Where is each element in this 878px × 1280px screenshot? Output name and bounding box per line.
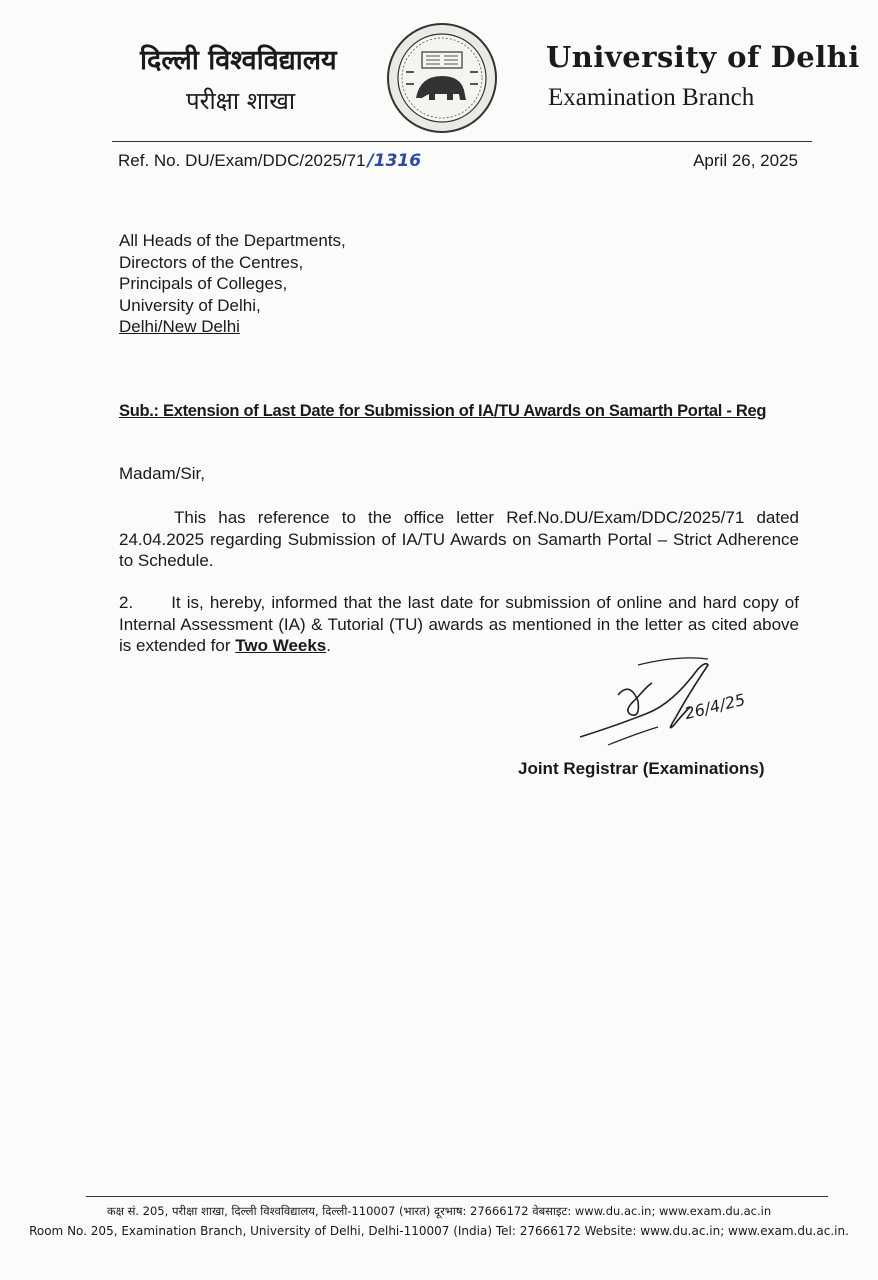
reference-text: Ref. No. DU/Exam/DDC/2025/71 [118,151,366,170]
reference-number [118,151,421,171]
english-title: University of Delhi [546,40,860,74]
hindi-title: दिल्ली विश्वविद्यालय [140,45,337,76]
english-subtitle: Examination Branch [548,84,755,111]
signatory-title: Joint Registrar (Examinations) [518,759,765,778]
paragraph-2-number: 2. [119,593,134,612]
recipient-address [119,230,346,338]
hindi-subtitle: परीक्षा शाखा [186,87,296,115]
university-seal-icon [386,22,498,134]
recipient-line: Directors of the Centres, [119,252,304,272]
paragraph-2 [119,592,799,657]
signature-date: 26/4/25 [682,689,748,724]
recipient-line: University of Delhi, [119,295,261,315]
signature [578,655,778,750]
duration-emphasis: Two Weeks [235,636,327,656]
signature-icon [578,655,778,750]
salutation: Madam/Sir, [119,464,205,483]
paragraph-2-end: . [326,636,331,656]
recipient-line: Delhi/New Delhi [119,317,240,337]
footer-english: Room No. 205, Examination Branch, University of Delhi, Delhi-110007 (India) Tel: 27666172 Website: www.du.ac.in; www.exam.du.ac.in. [29,1224,849,1238]
letter-date: April 26, 2025 [693,151,798,170]
recipient-line: Principals of Colleges, [119,274,288,294]
paragraph-2-text: It is, hereby, informed that the last date for submission of online and hard copy of Internal Assessment (IA) & Tutorial (TU) awards as mentioned in the letter as cited above is extended for [119,593,799,656]
subject-line: Sub.: Extension of Last Date for Submission of IA/TU Awards on Samarth Portal - Reg [119,402,767,420]
footer-hindi: कक्ष सं. 205, परीक्षा शाखा, दिल्ली विश्वविद्यालय, दिल्ली-110007 (भारत) दूरभाष: 27666172 वेबसाइट: www.du.ac.in; www.exam.du.ac.in [106,1204,772,1218]
handwritten-reference: /1316 [367,151,422,171]
paragraph-1 [119,507,799,572]
footer-divider [86,1196,828,1197]
paragraph-1-text: This has reference to the office letter Ref.No.DU/Exam/DDC/2025/71 dated 24.04.2025 regarding Submission of IA/TU Awards on Samarth Portal – Strict Adherence to Schedule. [119,508,799,571]
header-divider [112,141,812,142]
recipient-line: All Heads of the Departments, [119,231,346,250]
